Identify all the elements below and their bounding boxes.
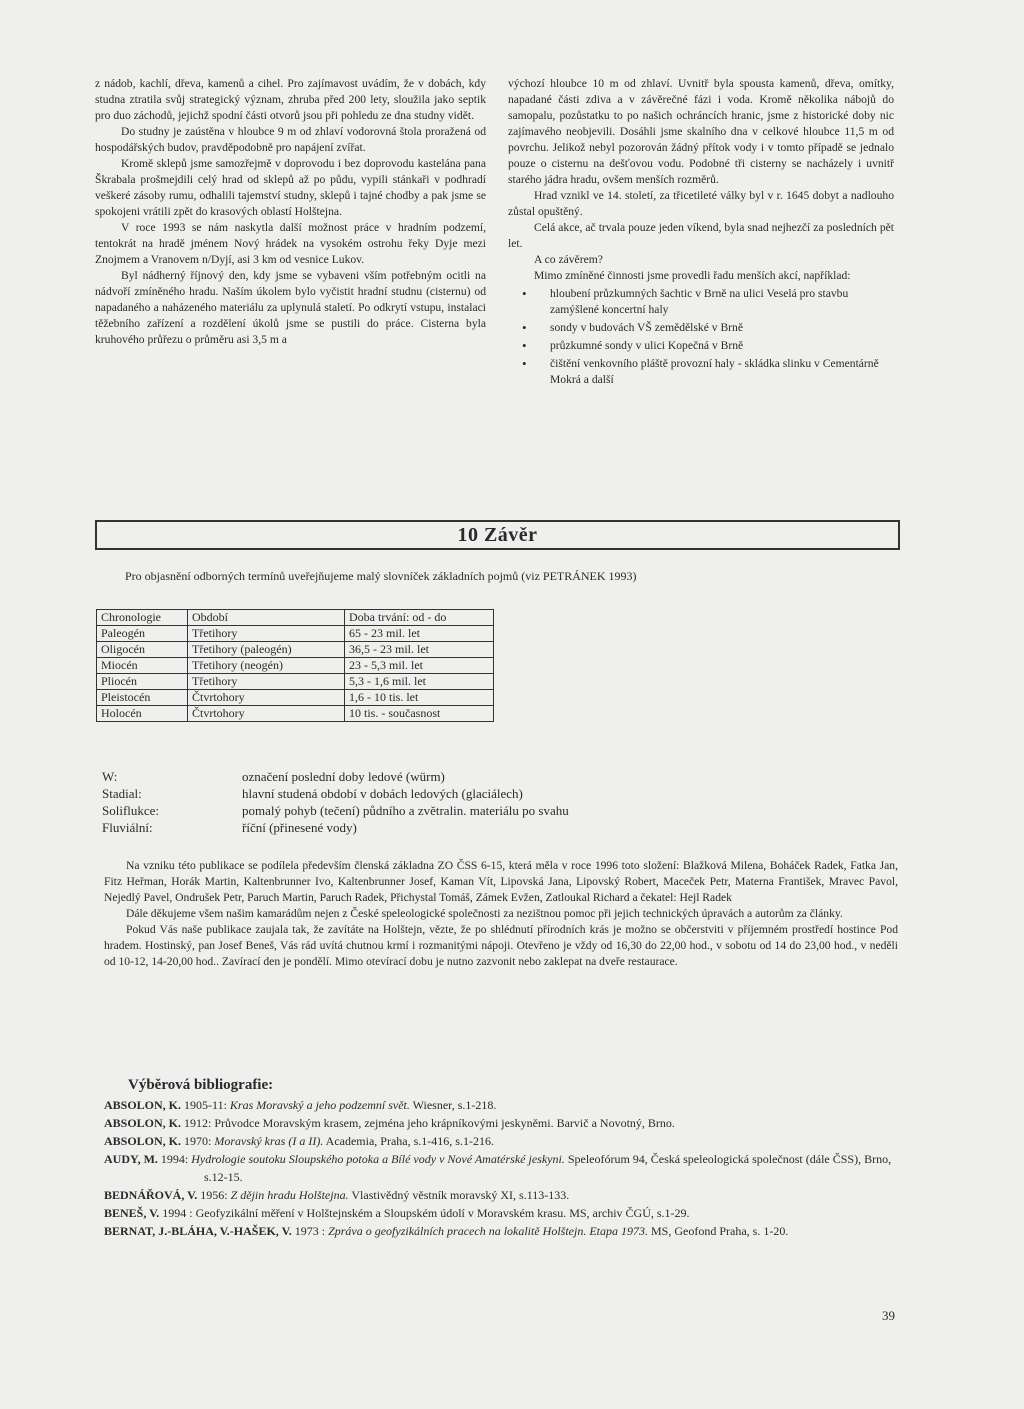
bibliography-entry — [104, 1222, 900, 1240]
entry-author: ABSOLON, K. — [104, 1098, 182, 1112]
table-cell: 23 - 5,3 mil. let — [345, 658, 494, 674]
entry-author: AUDY, M. — [104, 1152, 158, 1166]
table-cell: Miocén — [97, 658, 188, 674]
entry-title: Kras Moravský a jeho podzemní svět. — [229, 1098, 410, 1112]
activity-list — [508, 286, 894, 388]
left-column — [95, 76, 486, 348]
glossary-definition: hlavní studená období v dobách ledových (glaciálech) — [242, 786, 523, 801]
right-paragraph-3: Celá akce, ač trvala pouze jeden víkend, byla snad nejhezčí za posledních pět let. — [508, 221, 894, 250]
list-item: • sondy v budovách VŠ zemědělské v Brně — [550, 320, 894, 336]
bibliography-entry — [104, 1132, 900, 1150]
table-cell: Pleistocén — [97, 690, 188, 706]
glossary-row — [102, 785, 569, 802]
table-cell: 36,5 - 23 mil. let — [345, 642, 494, 658]
table-cell: Třetihory — [188, 626, 345, 642]
entry-author: BEDNÁŘOVÁ, V. — [104, 1188, 198, 1202]
section-heading-box — [95, 520, 900, 550]
entry-title: Moravský kras (I a II). — [214, 1134, 324, 1148]
table-row — [97, 658, 494, 674]
bibliography-list — [104, 1096, 900, 1240]
bibliography-entry — [104, 1204, 900, 1222]
table-header-cell: Chronologie — [97, 610, 188, 626]
table-cell: Třetihory (paleogén) — [188, 642, 345, 658]
page-number: 39 — [882, 1308, 895, 1323]
table-cell: 10 tis. - současnost — [345, 706, 494, 722]
right-paragraph-1: výchozí hloubce 10 m od zhlaví. Uvnitř byla spousta kamenů, dřeva, omítky, napadané části zdiva a v závěrečné fázi i voda. Kromě několika nábojů do samopalu, pozůstatku to po našich ochráncích hranic, jsme z historické doby nic zajímavého neobjevili. Dosáhli jsme skalního dna v celkové hloubce 11,5 m od povrchu. Jelikož nebyl pozorován žádný přítok vody i v tomto případě se jednalo pouze o cisternu na dešťovou vodu. Podobné tři cisterny se nacházely i uvnitř starého jádra hradu, ovšem menších rozměrů. — [508, 77, 894, 186]
left-paragraph-2: Do studny je zaústěna v hloubce 9 m od zhlaví vodorovná štola proražená od hospodářských budov, pravděpodobně pro napájení zvířat. — [95, 125, 486, 154]
entry-text: Academia, Praha, s.1-416, s.1-216. — [323, 1134, 494, 1148]
entry-author: ABSOLON, K. — [104, 1134, 182, 1148]
credits-section — [104, 858, 898, 970]
table-cell: 5,3 - 1,6 mil. let — [345, 674, 494, 690]
glossary-term: Soliflukce: — [102, 803, 160, 818]
table-header-cell: Období — [188, 610, 345, 626]
glossary-definition: pomalý pohyb (tečení) půdního a zvětralin. materiálu po svahu — [242, 803, 569, 818]
table-header-cell: Doba trvání: od - do — [345, 610, 494, 626]
glossary-definition: označení poslední doby ledové (würm) — [242, 769, 445, 784]
entry-title: Zpráva o geofyzikálních pracech na lokalitě Holštejn. Etapa 1973. — [328, 1224, 649, 1238]
table-cell: Třetihory — [188, 674, 345, 690]
glossary-row — [102, 819, 569, 836]
left-paragraph-5: Byl nádherný říjnový den, kdy jsme se vybaveni vším potřebným ocitli na nádvoří zmíněného hradu. Naším úkolem bylo vyčistit hradní studnu (cisternu) od napadaného a naházeného materiálu za uplynulá staletí. Po odkrytí vstupu, instalaci těžebního zařízení a rozdělení úkolů jsme se pustili do práce. Cisterna byla kruhového průřezu o průměru asi 3,5 m a — [95, 269, 486, 346]
entry-text: Wiesner, s.1-218. — [409, 1098, 497, 1112]
entry-text: 1970: — [181, 1134, 215, 1148]
table-row — [97, 642, 494, 658]
right-column — [508, 76, 894, 390]
table-cell: Pliocén — [97, 674, 188, 690]
glossary-definition: říční (přinesené vody) — [242, 820, 357, 835]
glossary-term: W: — [102, 769, 118, 784]
table-header-row — [97, 610, 494, 626]
table-cell: 1,6 - 10 tis. let — [345, 690, 494, 706]
left-paragraph-1: z nádob, kachlí, dřeva, kamenů a cihel. Pro zajímavost uvádím, že v dobách, kdy studna ztratila svůj strategický význam, zhruba před 200 lety, sloužila jako septik pro duo záchodů, jejichž spodní části otvorů jsou při pohledu ze dna studny vidět. — [95, 77, 486, 122]
table-row — [97, 674, 494, 690]
left-paragraph-4: V roce 1993 se nám naskytla další možnost práce v hradním podzemí, tentokrát na hradě jménem Nový hrádek na vysokém ostrohu řeky Dyje mezi Znojmem a Vranovem n/Dyjí, asi 3 km od vesnice Lukov. — [95, 221, 486, 266]
entry-text: 1973 : — [291, 1224, 329, 1238]
glossary-row — [102, 802, 569, 819]
credits-paragraph-1: Na vzniku této publikace se podílela především členská základna ZO ČSS 6-15, která měla v roce 1996 toto složení: Blažková Milena, Boháček Radek, Fatka Jan, Fitz Heřman, Horák Martin, Kaltenbrunner Ivo, Kaltenbrunner Josef, Kaman Vít, Lipovská Jana, Lipovský Robert, Maceček Petr, Materna František, Mravec Pavol, Nejedlý Pavel, Ondrušek Petr, Paruch Martin, Paruch Radek, Přichystal Tomáš, Zámek Evžen, Zatloukal Richard a čekatel: Hejl Radek — [104, 859, 898, 904]
glossary-term: Fluviální: — [102, 820, 153, 835]
bibliography-entry — [104, 1150, 900, 1186]
table-row — [97, 690, 494, 706]
table-cell: Paleogén — [97, 626, 188, 642]
entry-text: 1912: Průvodce Moravským krasem, zejména jeho krápníkovými jeskyněmi. Barvič a Novotný, Brno. — [181, 1116, 675, 1130]
entry-title: Z dějin hradu Holštejna. — [230, 1188, 349, 1202]
left-paragraph-3: Kromě sklepů jsme samozřejmě v doprovodu i bez doprovodu kastelána pana Škrabala prošmejdili celý hrad od sklepů až po půdu, vypili stánkaři v podhradí veškeré zásoby rumu, odhalili tajemství studny, sklepů i tajné chodby a pak jsme se spokojeni vrátili zpět do krasových oblastí Holštejna. — [95, 157, 486, 218]
bibliography-entry — [104, 1186, 900, 1204]
chronology-table — [96, 609, 494, 722]
table-row — [97, 706, 494, 722]
entry-text: MS, Geofond Praha, s. 1-20. — [648, 1224, 789, 1238]
glossary-terms — [102, 768, 569, 836]
list-item: • průzkumné sondy v ulici Kopečná v Brně — [550, 338, 894, 354]
table-cell: 65 - 23 mil. let — [345, 626, 494, 642]
credits-paragraph-2: Dále děkujeme všem našim kamarádům nejen z České speleologické společnosti za nezištnou pomoc při jejich technických úpravách a autorům za články. — [126, 907, 843, 920]
table-cell: Čtvrtohory — [188, 706, 345, 722]
right-paragraph-4: A co závěrem? — [534, 253, 603, 266]
table-cell: Čtvrtohory — [188, 690, 345, 706]
glossary-term: Stadial: — [102, 786, 142, 801]
bibliography-title: Výběrová bibliografie: — [128, 1077, 274, 1093]
glossary-row — [102, 768, 569, 785]
table-cell: Holocén — [97, 706, 188, 722]
bibliography-entry — [104, 1096, 900, 1114]
bibliography-entry — [104, 1114, 900, 1132]
list-item: • hloubení průzkumných šachtic v Brně na ulici Veselá pro stavbu zamýšlené koncertní haly — [550, 286, 894, 318]
glossary-intro: Pro objasnění odborných termínů uveřejňujeme malý slovníček základních pojmů (viz PETRÁNEK 1993) — [125, 569, 637, 583]
right-paragraph-2: Hrad vznikl ve 14. století, za třicetileté války byl v r. 1645 dobyt a nadlouho zůstal opuštěný. — [508, 189, 894, 218]
table-cell: Oligocén — [97, 642, 188, 658]
list-item: • čištění venkovního pláště provozní haly - skládka slinku v Cementárně Mokrá a další — [550, 356, 894, 388]
entry-text: 1994: — [157, 1152, 192, 1166]
entry-text: Vlastivědný věstník moravský XI, s.113-133. — [348, 1188, 570, 1202]
entry-text: 1994 : Geofyzikální měření v Holštejnském a Sloupském údolí v Moravském krasu. MS, archiv ČGÚ, s.1-29. — [159, 1206, 690, 1220]
table-cell: Třetihory (neogén) — [188, 658, 345, 674]
entry-text: Speleofórum 94, Česká speleologická společnost (dále ČSS), Brno, s.12-15. — [204, 1152, 892, 1184]
section-title: 10 Závěr — [457, 524, 538, 546]
entry-text: 1956: — [197, 1188, 231, 1202]
credits-paragraph-3: Pokud Vás naše publikace zaujala tak, že zavítáte na Holštejn, vězte, že po shlédnutí přírodních krás je možno se občerstviti v příjemném prostředí hostince Pod hradem. Hostinský, pan Josef Beneš, Vás rád uvítá chutnou krmí i rozmanitými nápoji. Otevřeno je vždy od 16,30 do 22,00 hod., v sobotu od 14 do 23,00 hod., v neděli od 10-12, 14-20,00 hod.. Zavírací den je pondělí. Mimo otevírací dobu je nutno zazvonit nebo zaklepat na dveře restaurace. — [104, 923, 898, 968]
right-paragraph-5: Mimo zmíněné činnosti jsme provedli řadu menších akcí, například: — [534, 269, 851, 282]
entry-author: ABSOLON, K. — [104, 1116, 182, 1130]
entry-text: 1905-11: — [181, 1098, 230, 1112]
entry-author: BERNAT, J.-BLÁHA, V.-HAŠEK, V. — [104, 1224, 292, 1238]
entry-title: Hydrologie soutoku Sloupského potoka a Bílé vody v Nové Amatérské jeskyni. — [191, 1152, 565, 1166]
table-row — [97, 626, 494, 642]
entry-author: BENEŠ, V. — [104, 1206, 160, 1220]
